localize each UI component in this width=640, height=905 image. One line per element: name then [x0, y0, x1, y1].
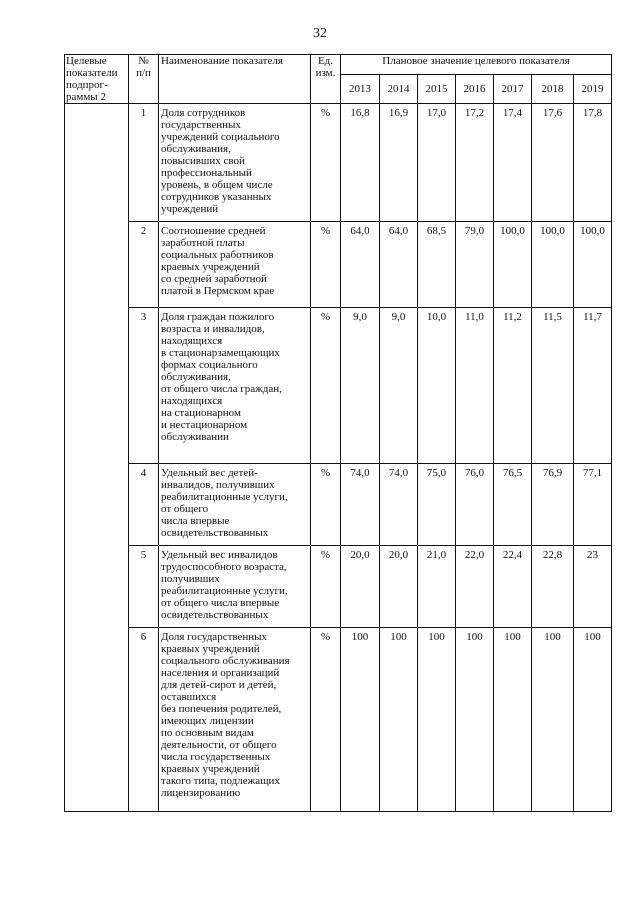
- table-row: [65, 308, 612, 464]
- unit-cell: %: [311, 546, 341, 628]
- year-header: 2014: [380, 75, 418, 104]
- table-body: [65, 104, 612, 812]
- unit-cell: %: [311, 222, 341, 308]
- value-cell: 20,0: [341, 546, 380, 628]
- value-cell: 17,2: [456, 104, 494, 222]
- indicator-name: Удельный вес детей- инвалидов, получивших реабилитационные услуги, от общего числа впервые освидетельствованных: [159, 464, 311, 546]
- value-cell: 23: [574, 546, 612, 628]
- indicator-name: Доля государственных краевых учреждений социального обслуживания населения и организаций для детей-сирот и детей, оставшихся без попечения родителей, имеющих лицензии по основным видам деятельности, от общего числа государственных краевых учреждений такого типа, подлежащих лицензированию: [159, 628, 311, 812]
- indicators-table: [64, 54, 612, 812]
- value-cell: 11,2: [494, 308, 532, 464]
- value-cell: 11,0: [456, 308, 494, 464]
- value-cell: 79,0: [456, 222, 494, 308]
- year-header: 2015: [418, 75, 456, 104]
- unit-cell: %: [311, 628, 341, 812]
- unit-cell: %: [311, 104, 341, 222]
- value-cell: 76,9: [532, 464, 574, 546]
- value-cell: 74,0: [341, 464, 380, 546]
- year-header: 2013: [341, 75, 380, 104]
- value-cell: 17,6: [532, 104, 574, 222]
- value-cell: 100: [494, 628, 532, 812]
- value-cell: 21,0: [418, 546, 456, 628]
- value-cell: 100: [341, 628, 380, 812]
- table-row: [65, 222, 612, 308]
- indicator-name: Доля граждан пожилого возраста и инвалидов, находящихся в стационарзамещающих формах социального обслуживания, от общего числа граждан, находящихся на стационарном и нестационарном обслуживании: [159, 308, 311, 464]
- value-cell: 22,4: [494, 546, 532, 628]
- row-number: 6: [129, 628, 159, 812]
- value-cell: 76,0: [456, 464, 494, 546]
- page-number: 32: [313, 26, 327, 41]
- unit-header: Ед. изм.: [311, 55, 341, 104]
- value-cell: 100: [574, 628, 612, 812]
- value-cell: 22,8: [532, 546, 574, 628]
- year-header: 2016: [456, 75, 494, 104]
- year-header: 2017: [494, 75, 532, 104]
- value-cell: 100: [456, 628, 494, 812]
- row-number: 4: [129, 464, 159, 546]
- value-cell: 17,0: [418, 104, 456, 222]
- row-number: 2: [129, 222, 159, 308]
- table-row: [65, 546, 612, 628]
- value-cell: 20,0: [380, 546, 418, 628]
- table-row: [65, 464, 612, 546]
- value-cell: 100: [532, 628, 574, 812]
- value-cell: 16,9: [380, 104, 418, 222]
- indicator-name: Доля сотрудников государственных учреждений социального обслуживания, повысивших свой профессиональный уровень, в общем числе сотрудников указанных учреждений: [159, 104, 311, 222]
- row-number: 3: [129, 308, 159, 464]
- value-cell: 9,0: [380, 308, 418, 464]
- value-cell: 22,0: [456, 546, 494, 628]
- value-cell: 100: [418, 628, 456, 812]
- group-header: Целевые показатели подпрог- раммы 2: [65, 55, 129, 104]
- table-row: [65, 104, 612, 222]
- planned-value-header: Плановое значение целевого показателя: [341, 55, 612, 75]
- indicator-name-header: Наименование показателя: [159, 55, 311, 104]
- value-cell: 17,8: [574, 104, 612, 222]
- value-cell: 100: [380, 628, 418, 812]
- row-number: 1: [129, 104, 159, 222]
- value-cell: 10,0: [418, 308, 456, 464]
- value-cell: 16,8: [341, 104, 380, 222]
- value-cell: 64,0: [341, 222, 380, 308]
- year-header: 2019: [574, 75, 612, 104]
- value-cell: 74,0: [380, 464, 418, 546]
- value-cell: 17,4: [494, 104, 532, 222]
- unit-cell: %: [311, 308, 341, 464]
- value-cell: 77,1: [574, 464, 612, 546]
- value-cell: 100,0: [532, 222, 574, 308]
- value-cell: 11,5: [532, 308, 574, 464]
- value-cell: 9,0: [341, 308, 380, 464]
- unit-cell: %: [311, 464, 341, 546]
- indicator-name: Удельный вес инвалидов трудоспособного возраста, получивших реабилитационные услуги, от общего числа впервые освидетельствованных: [159, 546, 311, 628]
- value-cell: 11,7: [574, 308, 612, 464]
- group-cell: [65, 104, 129, 812]
- value-cell: 75,0: [418, 464, 456, 546]
- value-cell: 100,0: [494, 222, 532, 308]
- year-header: 2018: [532, 75, 574, 104]
- indicator-name: Соотношение средней заработной платы социальных работников краевых учреждений со средней заработной платой в Пермском крае: [159, 222, 311, 308]
- header-row: [65, 55, 612, 75]
- value-cell: 64,0: [380, 222, 418, 308]
- value-cell: 68,5: [418, 222, 456, 308]
- row-number: 5: [129, 546, 159, 628]
- value-cell: 76,5: [494, 464, 532, 546]
- number-header: № п/п: [129, 55, 159, 104]
- value-cell: 100,0: [574, 222, 612, 308]
- table-row: [65, 628, 612, 812]
